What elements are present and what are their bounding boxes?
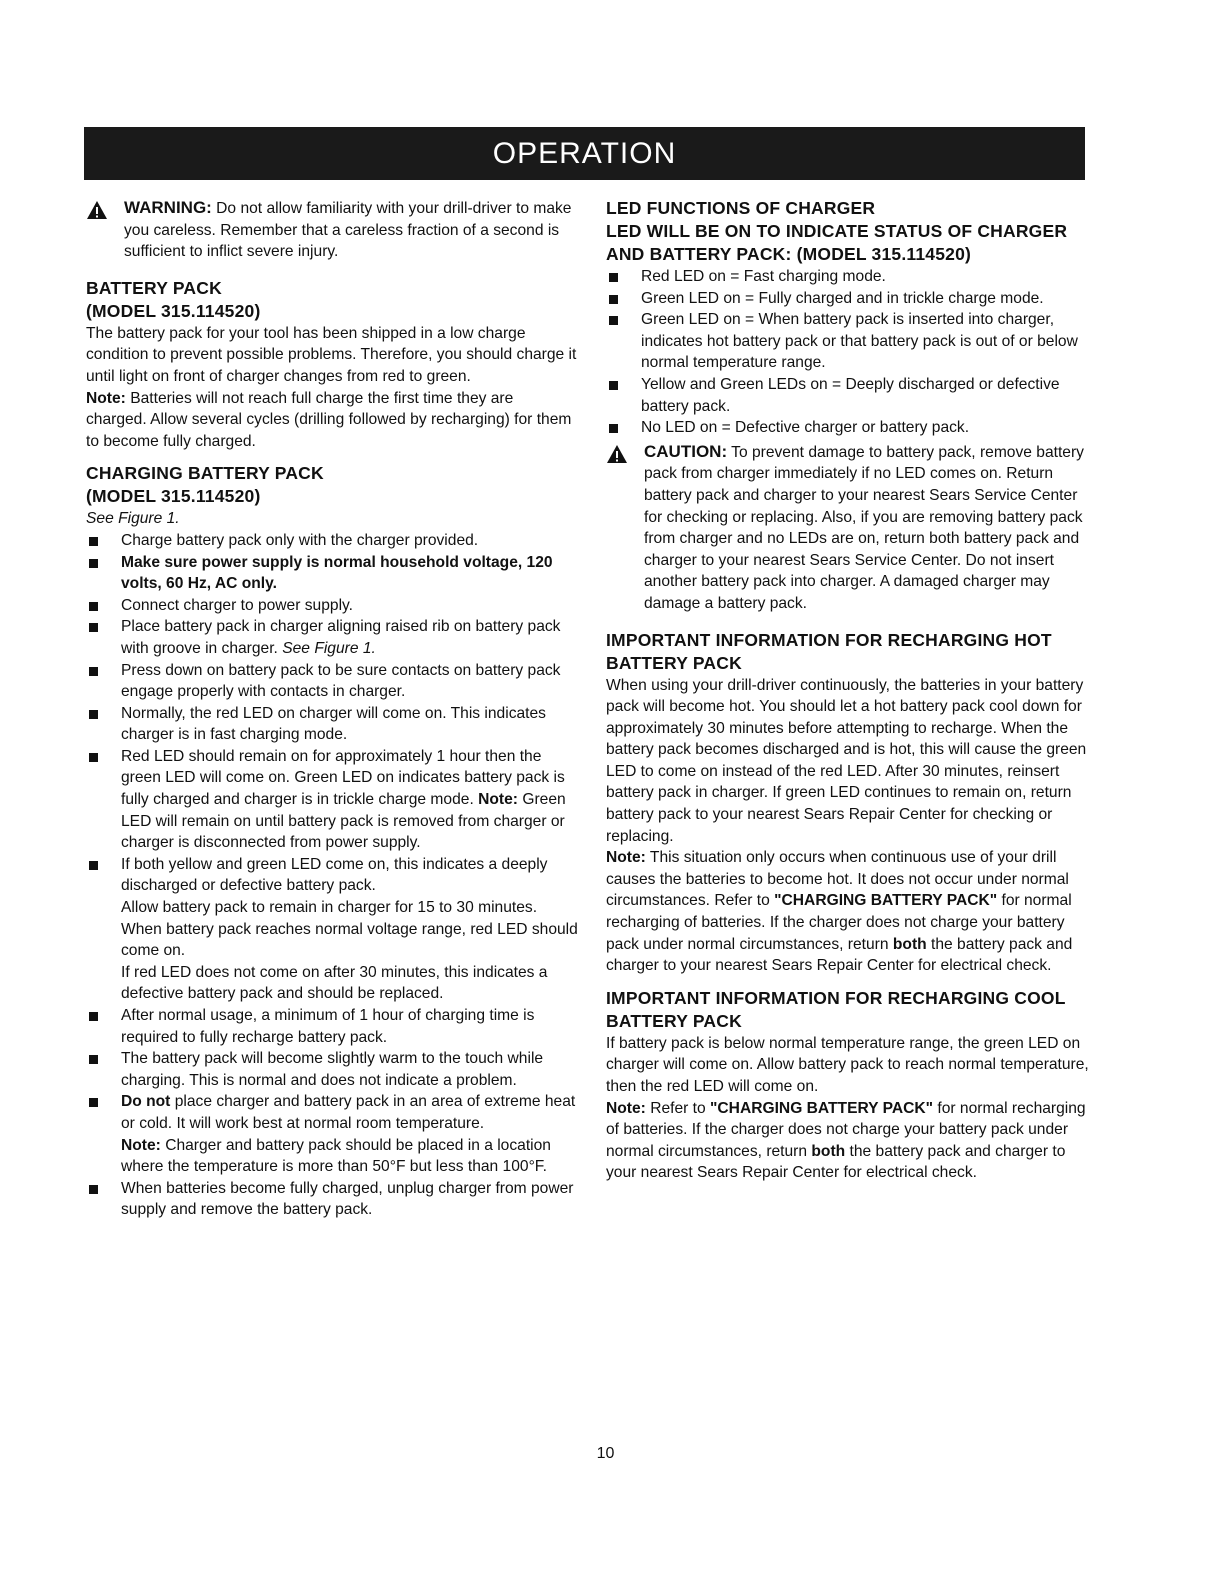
- caution-label: CAUTION:: [644, 441, 728, 461]
- list-item: If both yellow and green LED come on, this indicates a deeply discharged or defective battery pack. Allow battery pack to remain in charger for 15 to 30 minutes. When battery pack reaches normal voltage range, red LED should come on. If red LED does not come on after 30 minutes, this indicates a defective battery pack and should be replaced.: [86, 854, 578, 1005]
- list-item: Red LED should remain on for approximately 1 hour then the green LED will come on. Green LED on indicates battery pack is fully charged and charger is in trickle charge mode. Note: Green LED will remain on until battery pack is removed from charger or charger is disconnected from power supply.: [86, 746, 578, 854]
- list-item: No LED on = Defective charger or battery pack.: [606, 417, 1090, 439]
- list-item: Red LED on = Fast charging mode.: [606, 266, 1090, 288]
- caution-text: To prevent damage to battery pack, remove battery pack from charger immediately if no LED comes on. Return battery pack and charger to your nearest Sears Service Center for checking or replacing. Also, if you are removing battery pack from charger and no LEDs are on, return both battery pack and charger to your nearest Sears Service Center. Do not insert another battery pack into charger. A damaged charger may damage a battery pack.: [644, 443, 1084, 612]
- battery-pack-paragraph: The battery pack for your tool has been shipped in a low charge condition to prevent possible problems. Therefore, you should charge it until light on front of charger changes from red to green.: [86, 324, 577, 385]
- note-label: Note:: [86, 389, 126, 407]
- charging-heading: CHARGING BATTERY PACK: [86, 463, 324, 484]
- list-item: Green LED on = Fully charged and in trickle charge mode.: [606, 288, 1090, 310]
- see-figure-reference: See Figure 1.: [86, 510, 180, 528]
- list-item: When batteries become fully charged, unplug charger from power supply and remove the battery pack.: [86, 1178, 578, 1221]
- left-column: [86, 197, 578, 1221]
- list-item: The battery pack will become slightly warm to the touch while charging. This is normal and does not indicate a problem.: [86, 1048, 578, 1091]
- hot-battery-paragraph: When using your drill-driver continuously, the batteries in your battery pack will become hot. You should let a hot battery pack cool down for approximately 30 minutes before attempting to recharge. When the battery pack becomes discharged and is hot, this will cause the green LED to come on instead of the red LED. After 30 minutes, reinsert battery pack in charger. If green LED continues to remain on, return battery pack to your nearest Sears Repair Center for checking or replacing.: [606, 676, 1087, 845]
- note-label: Note:: [121, 1136, 161, 1154]
- battery-pack-model: (MODEL 315.114520): [86, 300, 261, 321]
- list-item: Yellow and Green LEDs on = Deeply discharged or defective battery pack.: [606, 374, 1090, 417]
- battery-pack-heading: BATTERY PACK: [86, 277, 222, 298]
- list-item: Make sure power supply is normal household voltage, 120 volts, 60 Hz, AC only.: [86, 552, 578, 595]
- warning-label: WARNING:: [124, 198, 212, 217]
- battery-pack-note: [86, 388, 578, 453]
- note-label: Note:: [478, 791, 518, 809]
- note-label: Note:: [606, 1099, 646, 1117]
- list-item: Do not place charger and battery pack in an area of extreme heat or cold. It will work best at normal room temperature. Note: Charger and battery pack should be placed in a location where the temperature is more than 50°F but less than 100°F.: [86, 1091, 578, 1177]
- right-column: [606, 197, 1090, 1184]
- list-item: Place battery pack in charger aligning raised rib on battery pack with groove in charger. See Figure 1.: [86, 616, 578, 659]
- list-item: Press down on battery pack to be sure contacts on battery pack engage properly with contacts in charger.: [86, 660, 578, 703]
- hot-battery-note: Note: This situation only occurs when continuous use of your drill causes the batteries to become hot. It does not occur under normal circumstances. Refer to "CHARGING BATTERY PACK" for normal recharging of batteries. If the charger does not charge your battery pack under normal circumstances, return both the battery pack and charger to your nearest Sears Repair Center for electrical check.: [606, 849, 1073, 975]
- led-functions-heading: LED FUNCTIONS OF CHARGER: [606, 198, 876, 218]
- charging-steps-list: [86, 530, 578, 1221]
- warning-block: [86, 197, 578, 263]
- charging-model: (MODEL 315.114520): [86, 486, 261, 507]
- cool-battery-heading: IMPORTANT INFORMATION FOR RECHARGING COOL BATTERY PACK: [606, 987, 1066, 1031]
- list-item: Charge battery pack only with the charger provided.: [86, 530, 578, 552]
- list-item: Normally, the red LED on charger will come on. This indicates charger is in fast charging mode.: [86, 703, 578, 746]
- led-status-list: [606, 266, 1090, 439]
- list-item: After normal usage, a minimum of 1 hour of charging time is required to fully recharge battery pack.: [86, 1005, 578, 1048]
- warning-text: Do not allow familiarity with your drill-driver to make you careless. Remember that a careless fraction of a second is sufficient to inflict severe injury.: [124, 200, 572, 261]
- see-figure-reference: See Figure 1.: [282, 639, 376, 657]
- list-item: Connect charger to power supply.: [86, 595, 578, 617]
- note-label: Note:: [606, 849, 646, 867]
- hot-battery-heading: IMPORTANT INFORMATION FOR RECHARGING HOT BATTERY PACK: [606, 629, 1052, 673]
- list-item: Green LED on = When battery pack is inserted into charger, indicates hot battery pack or that battery pack is out of or below normal temperature range.: [606, 309, 1090, 374]
- cool-battery-paragraph: If battery pack is below normal temperature range, the green LED on charger will come on. Allow battery pack to reach normal temperature, then the red LED will come on.: [606, 1034, 1089, 1095]
- cool-battery-note: Note: Refer to "CHARGING BATTERY PACK" for normal recharging of batteries. If the charger does not charge your battery pack under normal circumstances, return both the battery pack and charger to your nearest Sears Repair Center for electrical check.: [606, 1099, 1086, 1182]
- section-title-bar: [84, 127, 1085, 180]
- caution-block: [606, 441, 1090, 615]
- warning-triangle-icon: [86, 200, 108, 220]
- section-title: OPERATION: [492, 137, 677, 170]
- note-text: Batteries will not reach full charge the first time they are charged. Allow several cycles (drilling followed by recharging) for them to become fully charged.: [86, 389, 572, 450]
- led-status-heading: LED WILL BE ON TO INDICATE STATUS OF CHARGER AND BATTERY PACK: (MODEL 315.114520): [606, 221, 1068, 264]
- caution-triangle-icon: [606, 444, 628, 464]
- page-number: 10: [596, 1445, 615, 1462]
